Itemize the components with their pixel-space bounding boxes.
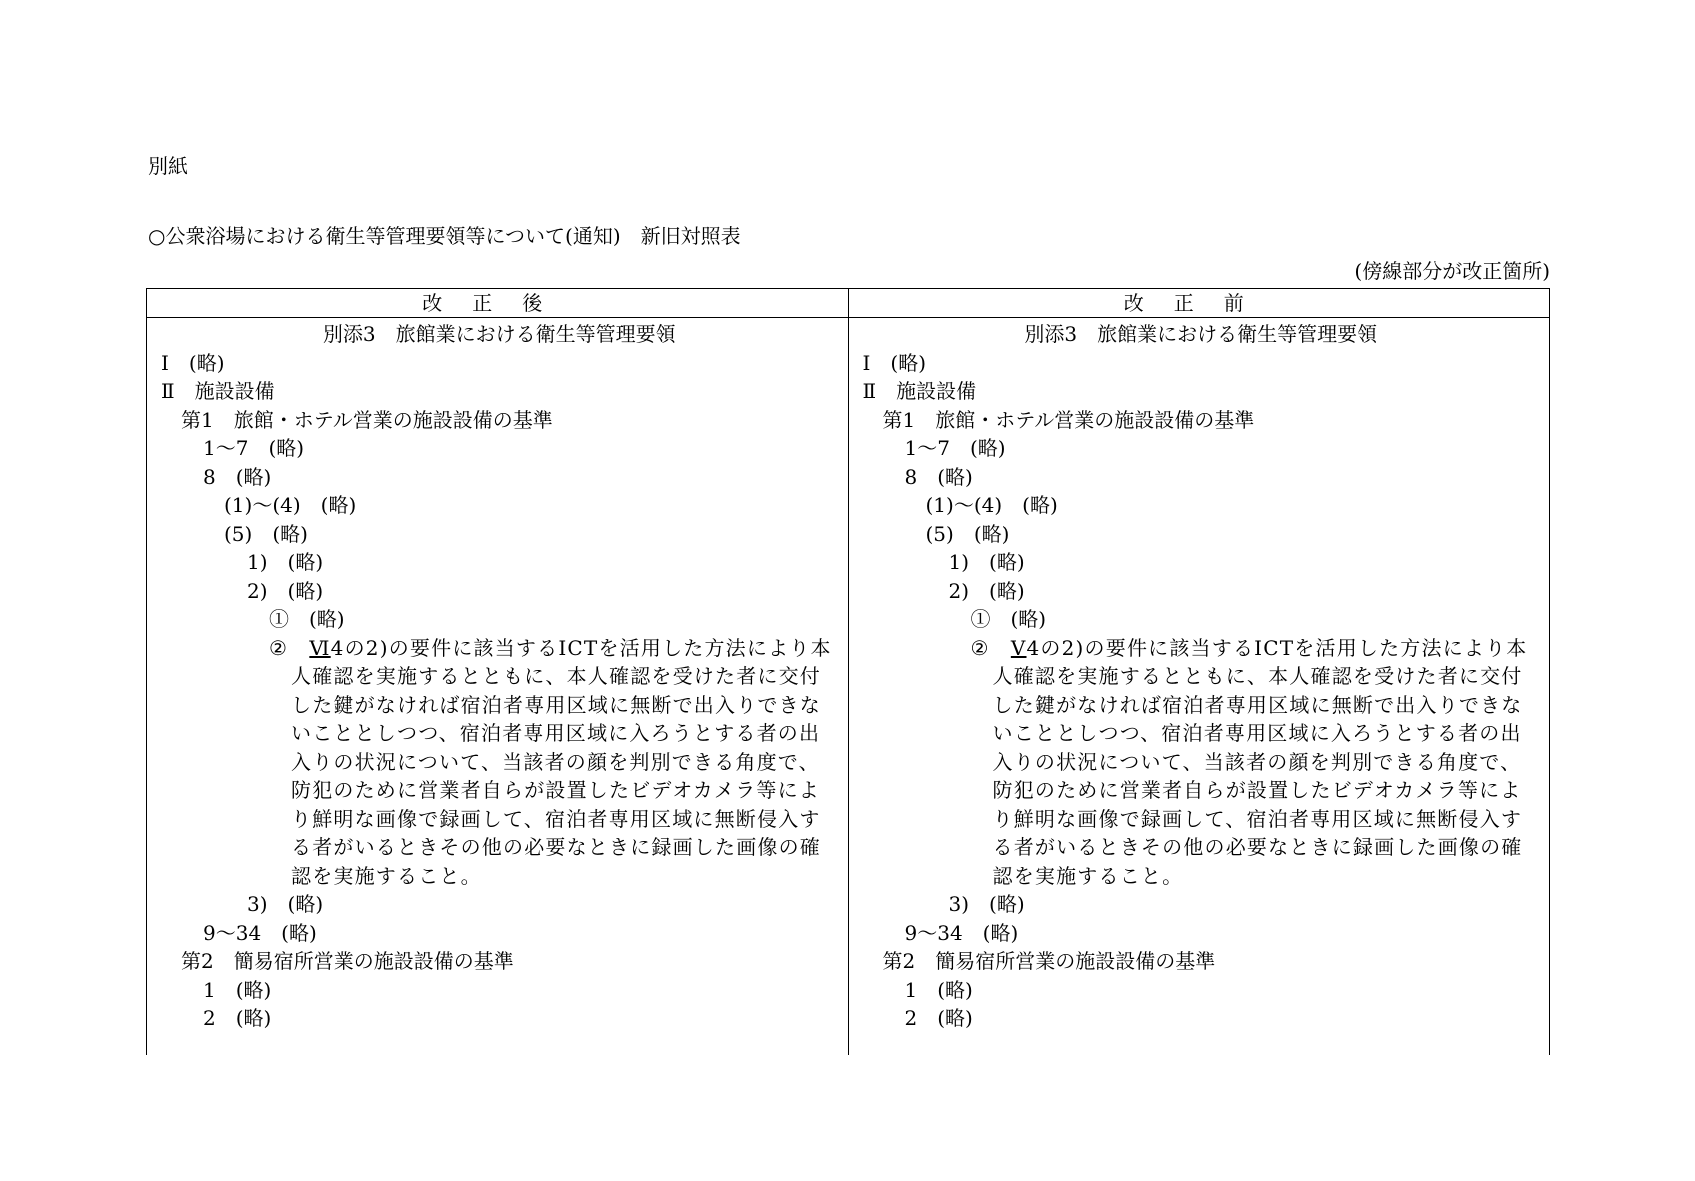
line-12: 3) (略) (247, 892, 324, 916)
line-2: Ⅱ 施設設備 (862, 379, 977, 403)
line-1: Ⅰ (略) (862, 350, 927, 375)
line-15: 1 (略) (904, 977, 973, 1002)
item-2-paragraph (863, 634, 1540, 891)
line-14: 第2 簡易宿所営業の施設設備の基準 (181, 949, 514, 973)
item-2-number: ② (269, 635, 310, 660)
line-4: 1～7 (略) (904, 436, 1006, 460)
line-16: 2 (略) (904, 1006, 973, 1030)
section-subtitle: 別添3 旅館業における衛生等管理要領 (322, 322, 676, 346)
item-2-number: ② (970, 635, 1011, 660)
section-subtitle: 別添3 旅館業における衛生等管理要領 (1024, 322, 1378, 346)
comparison-table (146, 288, 1550, 1055)
line-5: 8 (略) (904, 464, 973, 489)
amended-reference: Ⅵ (309, 635, 331, 660)
item-2-paragraph (161, 634, 838, 891)
line-6: (1)～(4) (略) (224, 493, 357, 517)
line-1: Ⅰ (略) (161, 350, 225, 375)
line-3: 第1 旅館・ホテル営業の施設設備の基準 (181, 407, 553, 432)
item-2-text: 4の2)の要件に該当するICTを活用した方法により本人確認を実施するとともに、本人確認を受けた者に交付した鍵がなければ宿泊者専用区域に無断で出入りできないこととしつつ、宿泊者専用区域に入ろうとする者の出入りの状況について、当該者の顔を判別できる角度で、防犯のために営業者自らが設置したビデオカメラ等により鮮明な画像で録画して、宿泊者専用区域に無断侵入する者がいるときその他の必要なときに録画した画像の確認を実施すること。 (291, 635, 832, 888)
line-7: (5) (略) (925, 521, 1010, 546)
line-7: (5) (略) (224, 521, 308, 546)
document-label: 別紙 (148, 154, 188, 178)
line-5: 8 (略) (203, 464, 272, 489)
column-new (147, 318, 849, 1056)
line-2: Ⅱ 施設設備 (161, 379, 275, 403)
line-16: 2 (略) (203, 1006, 272, 1030)
line-13: 9～34 (略) (904, 920, 1019, 945)
line-9: 2) (略) (247, 578, 324, 603)
line-10: ① (略) (269, 607, 345, 631)
line-8: 1) (略) (948, 550, 1025, 574)
line-14: 第2 簡易宿所営業の施設設備の基準 (882, 949, 1216, 973)
item-2-text: 4の2)の要件に該当するICTを活用した方法により本人確認を実施するとともに、本人確認を受けた者に交付した鍵がなければ宿泊者専用区域に無断で出入りできないこととしつつ、宿泊者専用区域に入ろうとする者の出入りの状況について、当該者の顔を判別できる角度で、防犯のために営業者自らが設置したビデオカメラ等により鮮明な画像で録画して、宿泊者専用区域に無断侵入する者がいるときその他の必要なときに録画した画像の確認を実施すること。 (992, 635, 1528, 888)
amended-reference: Ⅴ (1010, 635, 1027, 660)
line-10: ① (略) (970, 607, 1047, 631)
document-title: ○公衆浴場における衛生等管理要領等について(通知) 新旧対照表 (148, 224, 741, 248)
line-6: (1)～(4) (略) (925, 493, 1058, 517)
line-15: 1 (略) (203, 977, 272, 1002)
line-12: 3) (略) (948, 892, 1025, 916)
line-9: 2) (略) (948, 578, 1025, 603)
amendment-note: (傍線部分が改正箇所) (1354, 259, 1550, 283)
line-4: 1～7 (略) (203, 436, 305, 460)
column-header-new: 改正後 (147, 289, 849, 318)
line-3: 第1 旅館・ホテル営業の施設設備の基準 (882, 407, 1255, 432)
column-header-old: 改正前 (848, 289, 1550, 318)
line-8: 1) (略) (247, 550, 324, 574)
line-13: 9～34 (略) (203, 920, 317, 945)
column-old (848, 318, 1550, 1056)
